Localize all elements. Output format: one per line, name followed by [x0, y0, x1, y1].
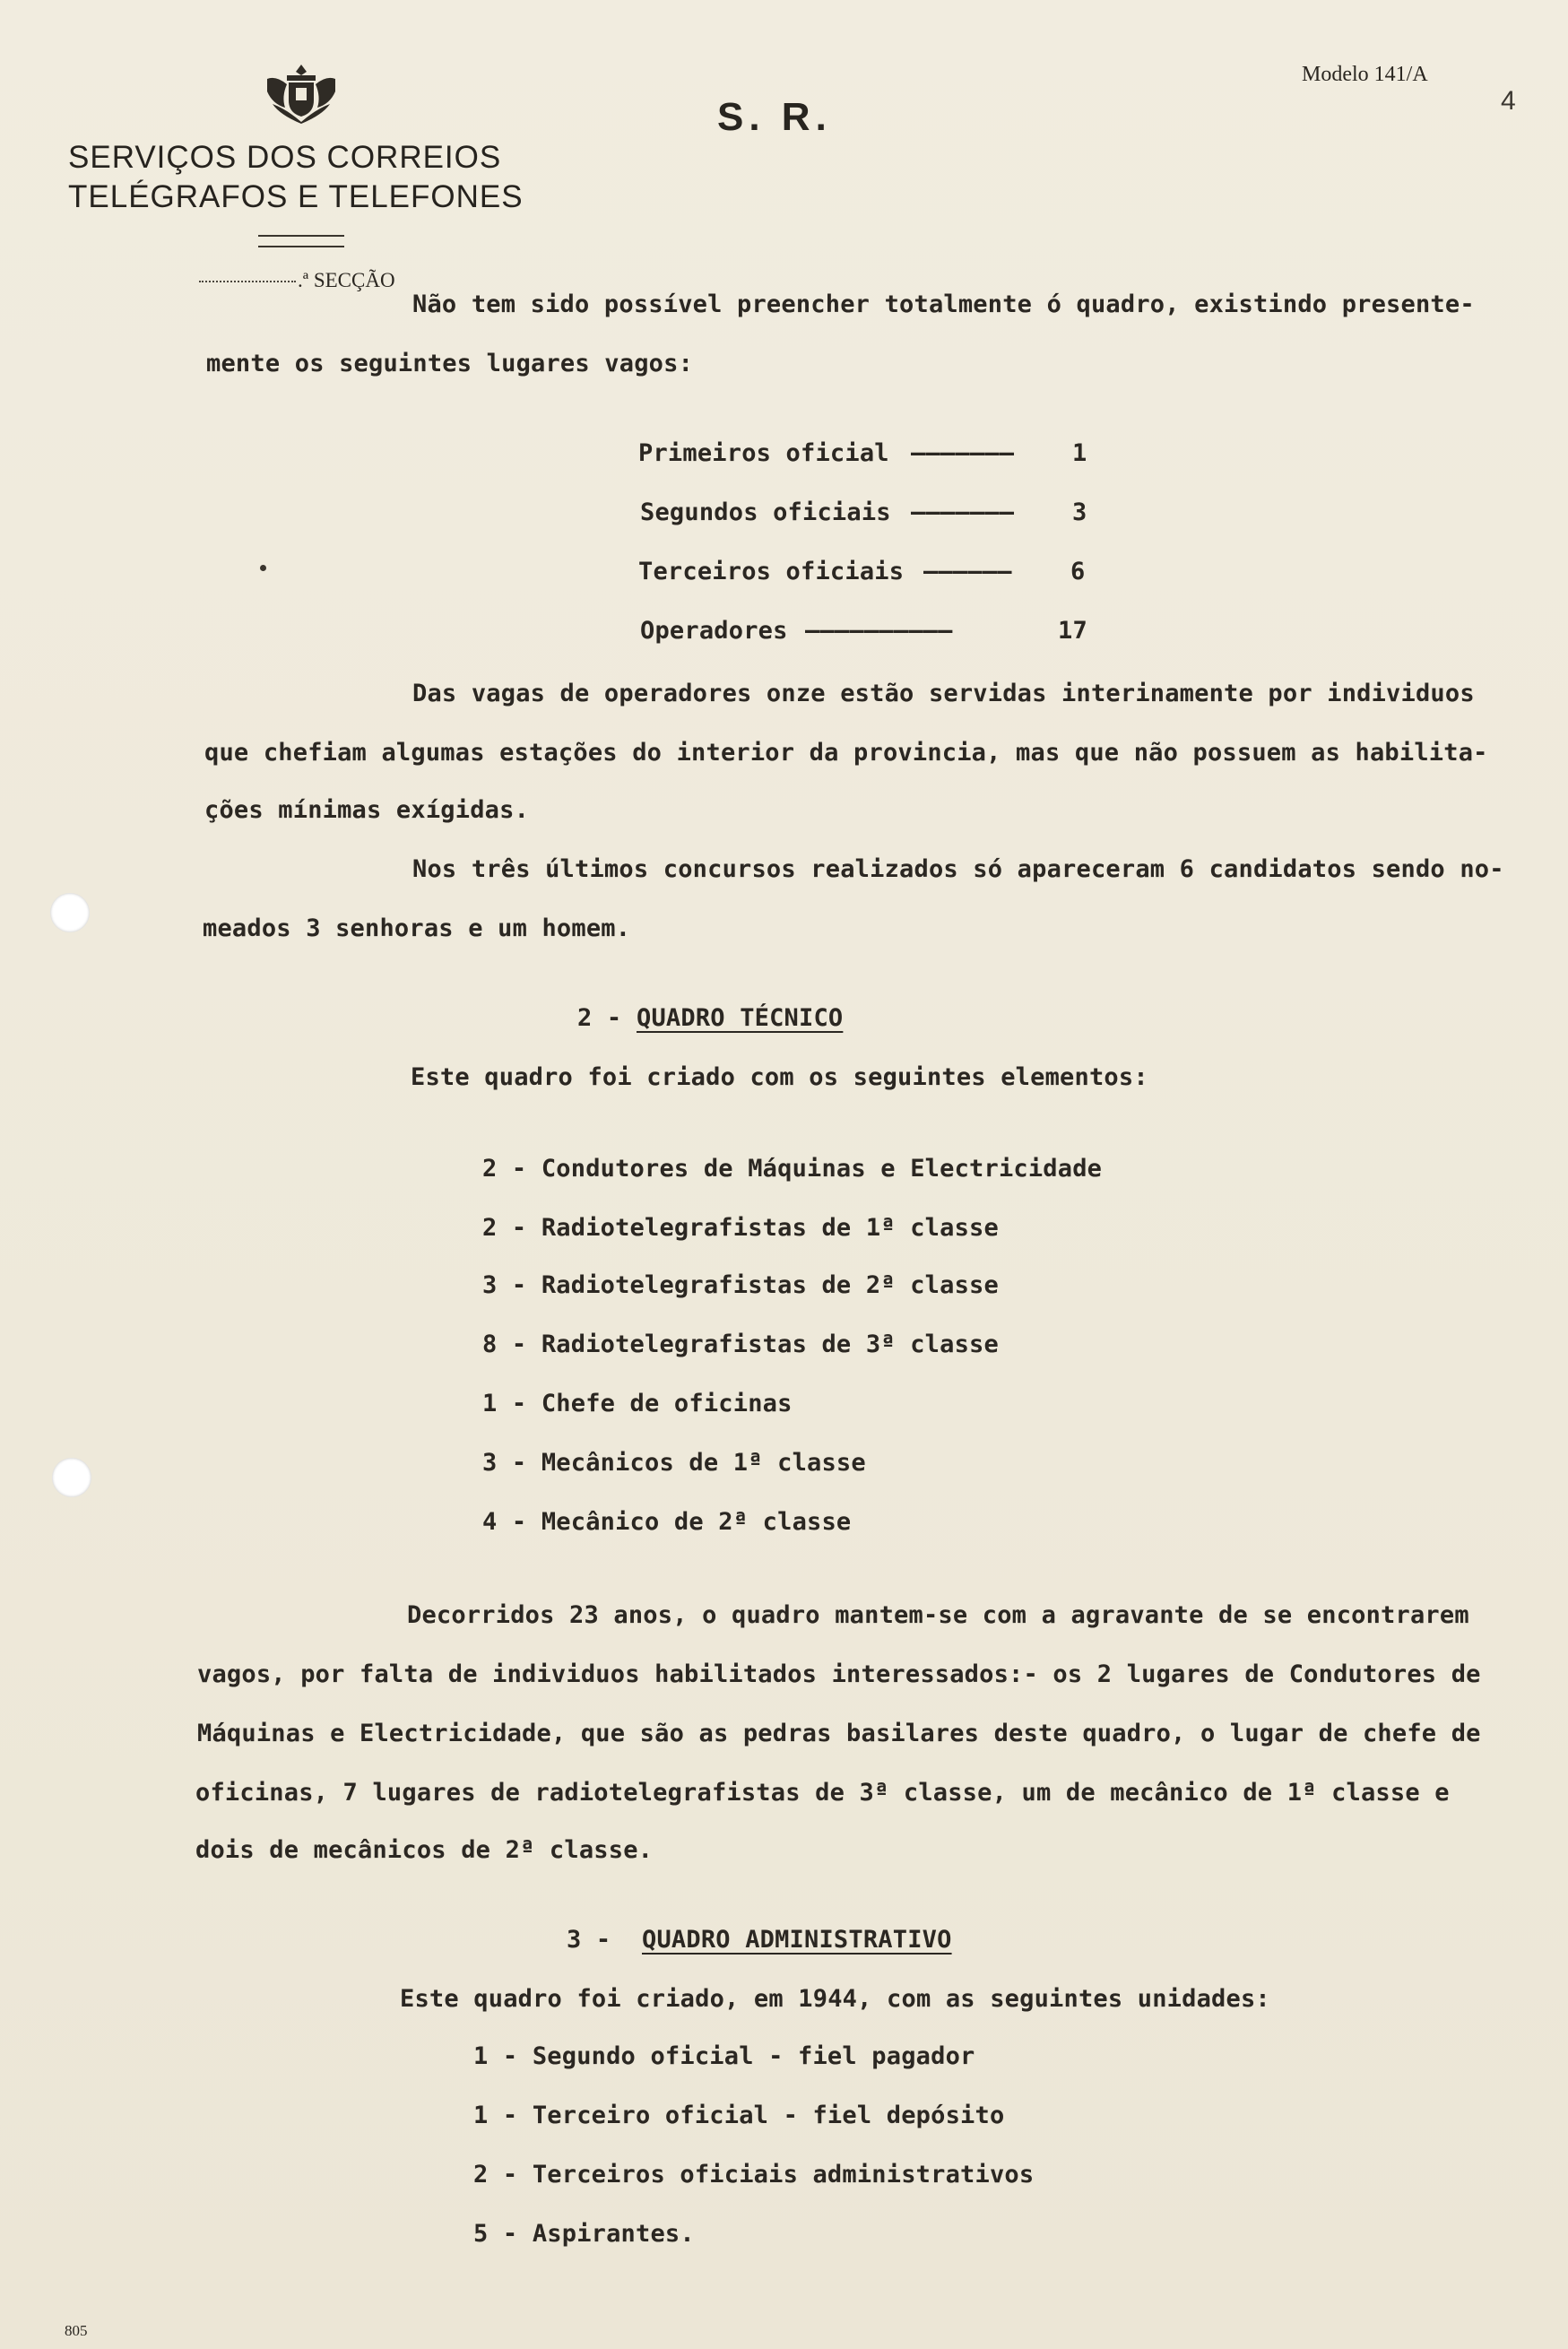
paragraph-2-line-2: que chefiam algumas estações do interior da provincia, mas que não possuem as habilita-: [204, 739, 1488, 767]
paragraph-4-line-4: oficinas, 7 lugares de radiotelegrafistas de 3ª classe, um de mecânico de 1ª classe e: [195, 1779, 1450, 1807]
vacancy-label: Primeiros oficial: [638, 439, 889, 467]
vacancy-count: 6: [1070, 558, 1086, 585]
paragraph-3-line-2: meados 3 senhoras e um homem.: [203, 914, 631, 942]
section-3-intro: Este quadro foi criado, em 1944, com as seguintes unidades:: [400, 1985, 1270, 2013]
section-2-intro: Este quadro foi criado com os seguintes elementos:: [411, 1063, 1148, 1091]
vacancy-label: Terceiros oficiais: [638, 558, 905, 585]
seccao-label: .ª SECÇÃO: [298, 269, 395, 291]
handwritten-page-number: 4: [1501, 86, 1516, 116]
paragraph-3-line-1: Nos três últimos concursos realizados só apareceram 6 candidatos sendo no-: [412, 855, 1504, 883]
technical-staff-item: 1 - Chefe de oficinas: [482, 1390, 793, 1417]
paragraph-4-line-2: vagos, por falta de individuos habilitados interessados:- os 2 lugares de Condutores de: [197, 1660, 1481, 1688]
organization-name-line2: TELÉGRAFOS E TELEFONES: [68, 179, 524, 214]
technical-staff-item: 3 - Mecânicos de 1ª classe: [482, 1449, 866, 1477]
coat-of-arms-icon: [260, 61, 342, 126]
paragraph-2-line-3: ções mínimas exígidas.: [204, 796, 530, 824]
vacancy-dash: ——————: [923, 558, 1012, 585]
paragraph-2-line-1: Das vagas de operadores onze estão servidas interinamente por individuos: [412, 680, 1475, 707]
organization-name-line1: SERVIÇOS DOS CORREIOS: [68, 140, 502, 175]
vacancy-label: Operadores: [640, 617, 788, 645]
section-2-number: 2 -: [577, 1004, 622, 1032]
vacancy-label: Segundos oficiais: [640, 498, 891, 526]
paragraph-4-line-3: Máquinas e Electricidade, que são as pedras basilares deste quadro, o lugar de chefe de: [197, 1720, 1481, 1747]
margin-dot: [260, 565, 266, 571]
sr-heading: S. R.: [717, 95, 832, 139]
form-model-label: Modelo 141/A: [1302, 63, 1428, 86]
vacancy-dash: ———————: [911, 439, 1015, 467]
technical-staff-item: 4 - Mecânico de 2ª classe: [482, 1508, 852, 1536]
paragraph-4-line-5: dois de mecânicos de 2ª classe.: [195, 1836, 654, 1864]
punch-hole: [52, 1458, 91, 1497]
administrative-staff-item: 2 - Terceiros oficiais administrativos: [473, 2161, 1035, 2189]
section-2-title: QUADRO TÉCNICO: [637, 1004, 844, 1032]
technical-staff-item: 2 - Condutores de Máquinas e Electricidade: [482, 1155, 1103, 1183]
technical-staff-item: 2 - Radiotelegrafistas de 1ª classe: [482, 1214, 999, 1242]
vacancy-count: 17: [1058, 617, 1087, 645]
paragraph-1-line-2: mente os seguintes lugares vagos:: [206, 350, 694, 377]
paragraph-1-line-1: Não tem sido possível preencher totalmente ó quadro, existindo presente-: [412, 290, 1475, 318]
administrative-staff-item: 1 - Segundo oficial - fiel pagador: [473, 2042, 975, 2070]
punch-hole: [50, 893, 90, 932]
vacancy-dash: ——————————: [805, 617, 953, 645]
vacancy-dash: ———————: [911, 498, 1015, 526]
section-3-number: 3 -: [567, 1926, 611, 1954]
form-code: 805: [65, 2322, 88, 2339]
vacancy-count: 3: [1072, 498, 1087, 526]
technical-staff-item: 8 - Radiotelegrafistas de 3ª classe: [482, 1331, 999, 1358]
section-3-title: QUADRO ADMINISTRATIVO: [642, 1926, 952, 1954]
header-double-rule: [258, 235, 344, 247]
administrative-staff-item: 1 - Terceiro oficial - fiel depósito: [473, 2102, 1005, 2129]
vacancy-count: 1: [1072, 439, 1087, 467]
administrative-staff-item: 5 - Aspirantes.: [473, 2220, 695, 2248]
paragraph-4-line-1: Decorridos 23 anos, o quadro mantem-se com a agravante de se encontrarem: [407, 1601, 1469, 1629]
seccao-dotted-line: [199, 281, 296, 282]
technical-staff-item: 3 - Radiotelegrafistas de 2ª classe: [482, 1271, 999, 1299]
